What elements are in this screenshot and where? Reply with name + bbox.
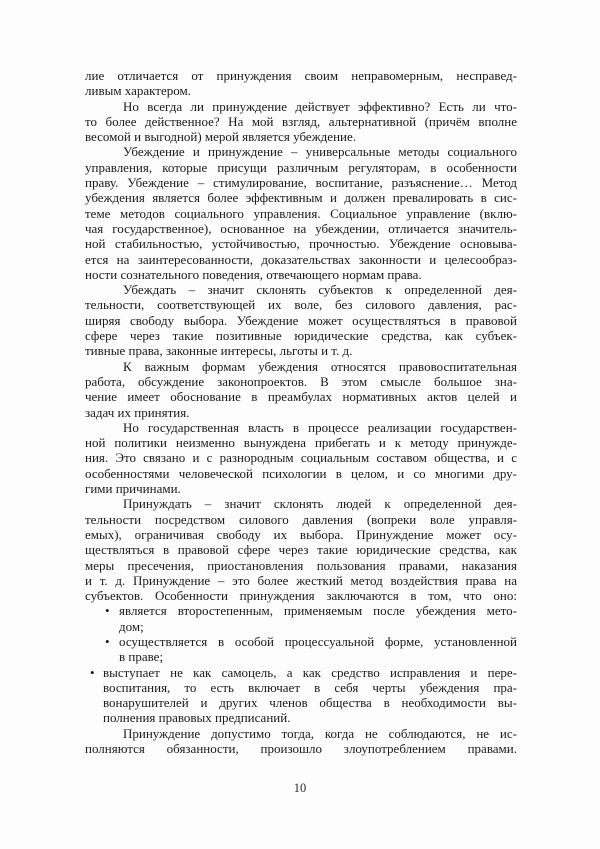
bullet-icon: • [105,633,110,649]
text-line: тельности, соответствующей их воле, без силового давления, рас- [85,297,517,313]
text-line: тивные права, законные интересы, льготы и т. д. [85,343,353,359]
text-line: работа, обсуждение законопроектов. В этом смысле большое зна- [85,373,517,389]
text-line: особенностями человеческой психологии в целом, и со многими дру- [85,465,517,481]
text-line: чение имеет обоснование в преамбулах нормативных актов целей и [85,389,517,405]
text-line: убеждения является более эффективным и должен превалировать в сис- [85,190,517,206]
text-line: ной стабильностью, устойчивостью, прочностью. Убеждение основыва- [85,236,517,252]
text-line: воспитания, то есть включает в себя черты убеждения пра- [103,679,517,695]
text-line: ществляться в правовой сфере через такие юридические средства, как [85,542,517,558]
text-line: в праве; [119,649,164,665]
text-line: лие отличается от принуждения своим неправомерным, несправед- [85,68,517,83]
text-line: ливым характером. [85,83,191,99]
text-line: гими причинами. [85,481,181,497]
paragraph [85,359,517,420]
text-line: Но государственная власть в процессе реализации государствен- [123,419,517,435]
bullet-icon: • [105,603,110,619]
text-line: весомой и выгодной) мерой является убеждение. [85,129,357,145]
paragraph [85,99,517,145]
text-line: то более действенное? На мой взгляд, альтернативной (причём вполне [85,113,517,129]
text-line: ной политики неизменно вынуждена прибегать и к методу принужде- [85,435,517,451]
text-line: тельности посредством силового давления (вопреки воле управля- [85,511,517,527]
text-line: полнения правовых предписаний. [103,710,291,726]
text-line: Принуждение допустимо тогда, когда не соблюдаются, не ис- [123,725,517,741]
text-line: К важным формам убеждения относятся правовоспитательная [123,358,517,374]
bullet-icon: • [90,664,95,680]
bullet-text: выступает не как самоцель, а как средство исправления и пере- [103,664,517,680]
text-line: ширяя свободу выбора. Убеждение может осуществляться в правовой [85,312,517,328]
text-line: и т. д. Принуждение – это более жесткий метод воздействия права на [85,572,517,588]
paragraph [85,726,517,757]
text-line: праву. Убеждение – стимулирование, воспитание, разъяснение… Метод [85,175,517,191]
paragraph [85,496,517,603]
text-line: задач их принятия. [85,404,190,420]
text-line: ется на заинтересованности, доказательствах законности и целесообраз- [85,251,517,267]
text-line: Но всегда ли принуждение действует эффективно? Есть ли что- [123,98,517,114]
text-line: ности сознательного поведения, отвечающего нормам права. [85,266,422,282]
text-line: субъектов. Особенности принуждения заключаются в том, что оно: [85,588,517,604]
text-line: меры пресечения, приостановления пользования правами, наказания [85,557,517,573]
text-line: управления, которые присущи различным регуляторам, в особенности [85,159,517,175]
paragraph [85,420,517,496]
text-line: сфере через такие позитивные юридические средства, как субъек- [85,328,517,344]
bullet-text: осуществляется в особой процессуальной форме, установленной [119,633,517,649]
bullet-line [85,634,517,649]
bullet-item [85,634,517,665]
text-line: полняются обязанности, произошло злоупотреблением правами. [85,741,517,757]
text-line: ния. Это связано и с разнородным социальным составом общества, и с [85,450,517,466]
paragraph [85,68,517,99]
text-line: Убеждать – значит склонять субъектов к определенной дея- [123,282,517,298]
text-line: теме методов социального управления. Социальное управление (вклю- [85,205,517,221]
text-line: Убеждение и принуждение – универсальные методы социального [123,144,517,160]
paragraph [85,282,517,358]
page-number: 10 [293,781,307,795]
bullet-text: является второстепенным, применяемым после убеждения мето- [119,603,517,619]
bullet-item [85,665,517,726]
text-line: вонарушителей и других членов общества в необходимости вы- [103,695,517,711]
text-line: дом; [119,618,144,634]
bullet-item [85,603,517,634]
text-line: Принуждать – значит склонять людей к определенной дея- [123,496,517,512]
bullet-line [85,603,517,618]
text-line: чая государственное), основанное на убеждении, отличается значитель- [85,220,517,236]
text-block [85,68,517,756]
text-line: емых), ограничивая свободу их выбора. Принуждение может осу- [85,526,517,542]
bullet-line [85,665,517,680]
paragraph [85,144,517,282]
